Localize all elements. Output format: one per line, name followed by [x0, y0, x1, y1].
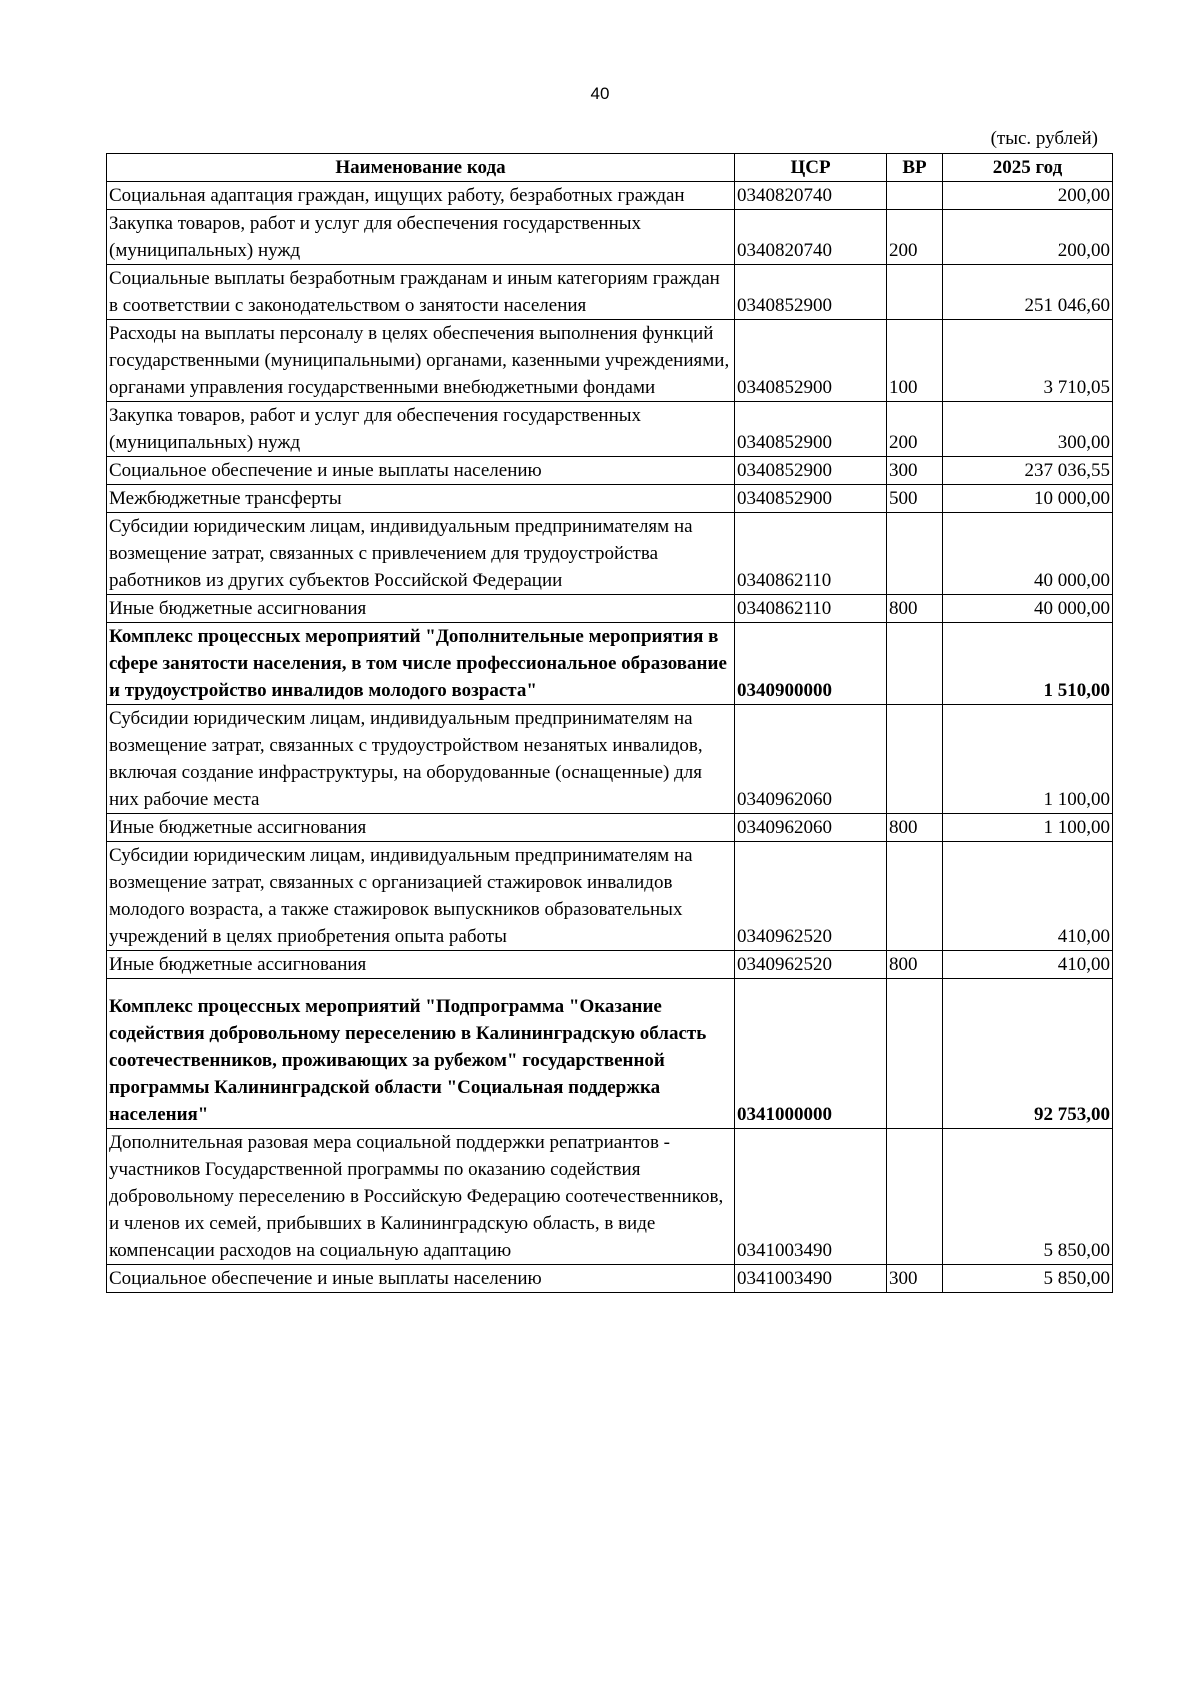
row-sum-cell: 200,00 [943, 210, 1113, 265]
row-sum-cell: 40 000,00 [943, 513, 1113, 595]
row-sum-cell: 251 046,60 [943, 265, 1113, 320]
table-row [107, 1129, 1113, 1265]
row-sum-cell: 410,00 [943, 842, 1113, 951]
row-sum-cell: 40 000,00 [943, 595, 1113, 623]
row-vr-cell: 300 [887, 1265, 943, 1293]
row-vr-cell: 800 [887, 814, 943, 842]
row-sum-cell: 1 510,00 [943, 623, 1113, 705]
row-csr-cell: 0340862110 [735, 513, 887, 595]
row-name-cell: Межбюджетные трансферты [107, 485, 735, 513]
row-sum-cell: 3 710,05 [943, 320, 1113, 402]
row-sum-cell: 5 850,00 [943, 1265, 1113, 1293]
row-csr-cell: 0341003490 [735, 1129, 887, 1265]
row-sum-cell: 92 753,00 [943, 979, 1113, 1129]
row-vr-cell [887, 265, 943, 320]
row-vr-cell [887, 842, 943, 951]
row-vr-cell: 800 [887, 951, 943, 979]
row-name-cell: Комплекс процессных мероприятий "Подпрограмма "Оказание содействия добровольному переселению в Калининградскую область соотечественников, проживающих за рубежом" государственной программы Калининградской области "Социальная поддержка населения" [107, 979, 735, 1129]
row-name-cell: Социальное обеспечение и иные выплаты населению [107, 457, 735, 485]
row-name-cell: Субсидии юридическим лицам, индивидуальным предпринимателям на возмещение затрат, связанных с трудоустройством незанятых инвалидов, включая создание инфраструктуры, на оборудованные (оснащенные) для них рабочие места [107, 705, 735, 814]
header-vr: ВР [887, 154, 943, 182]
table-row [107, 457, 1113, 485]
header-year: 2025 год [943, 154, 1113, 182]
row-sum-cell: 300,00 [943, 402, 1113, 457]
row-vr-cell: 100 [887, 320, 943, 402]
row-sum-cell: 1 100,00 [943, 705, 1113, 814]
row-vr-cell [887, 705, 943, 814]
row-name-cell: Дополнительная разовая мера социальной поддержки репатриантов - участников Государственной программы по оказанию содействия добровольному переселению в Российскую Федерацию соотечественников, и членов их семей, прибывших в Калининградскую область, в виде компенсации расходов на социальную адаптацию [107, 1129, 735, 1265]
row-vr-cell [887, 979, 943, 1129]
table-row [107, 265, 1113, 320]
row-vr-cell: 200 [887, 402, 943, 457]
table-row [107, 513, 1113, 595]
table-row [107, 705, 1113, 814]
row-name-cell: Закупка товаров, работ и услуг для обеспечения государственных (муниципальных) нужд [107, 210, 735, 265]
row-vr-cell: 200 [887, 210, 943, 265]
row-sum-cell: 10 000,00 [943, 485, 1113, 513]
row-csr-cell: 0340852900 [735, 402, 887, 457]
row-name-cell: Иные бюджетные ассигнования [107, 951, 735, 979]
row-name-cell: Социальная адаптация граждан, ищущих работу, безработных граждан [107, 182, 735, 210]
page-number: 40 [590, 84, 610, 103]
row-csr-cell: 0340962060 [735, 705, 887, 814]
row-vr-cell [887, 623, 943, 705]
row-csr-cell: 0340820740 [735, 182, 887, 210]
table-row [107, 182, 1113, 210]
table-row [107, 485, 1113, 513]
table-row [107, 320, 1113, 402]
budget-table [106, 153, 1113, 1293]
row-csr-cell: 0340852900 [735, 320, 887, 402]
header-name: Наименование кода [107, 154, 735, 182]
table-row [107, 210, 1113, 265]
row-name-cell: Субсидии юридическим лицам, индивидуальным предпринимателям на возмещение затрат, связанных с организацией стажировок инвалидов молодого возраста, а также стажировок выпускников образовательных учреждений в целях приобретения опыта работы [107, 842, 735, 951]
table-row [107, 1265, 1113, 1293]
row-sum-cell: 200,00 [943, 182, 1113, 210]
row-csr-cell: 0341003490 [735, 1265, 887, 1293]
row-sum-cell: 410,00 [943, 951, 1113, 979]
table-header-row [107, 154, 1113, 182]
table-body [107, 182, 1113, 1293]
row-csr-cell: 0340962060 [735, 814, 887, 842]
row-csr-cell: 0340852900 [735, 457, 887, 485]
row-name-cell: Социальные выплаты безработным гражданам и иным категориям граждан в соответствии с законодательством о занятости населения [107, 265, 735, 320]
header-csr: ЦСР [735, 154, 887, 182]
row-name-cell: Социальное обеспечение и иные выплаты населению [107, 1265, 735, 1293]
row-csr-cell: 0340962520 [735, 842, 887, 951]
row-vr-cell: 300 [887, 457, 943, 485]
row-vr-cell [887, 1129, 943, 1265]
row-csr-cell: 0340852900 [735, 485, 887, 513]
row-name-cell: Иные бюджетные ассигнования [107, 814, 735, 842]
table-row [107, 595, 1113, 623]
row-csr-cell: 0340820740 [735, 210, 887, 265]
row-name-cell: Иные бюджетные ассигнования [107, 595, 735, 623]
units-label: (тыс. рублей) [990, 128, 1098, 149]
row-vr-cell: 800 [887, 595, 943, 623]
row-vr-cell [887, 182, 943, 210]
row-sum-cell: 5 850,00 [943, 1129, 1113, 1265]
row-csr-cell: 0340862110 [735, 595, 887, 623]
row-sum-cell: 1 100,00 [943, 814, 1113, 842]
table-row [107, 402, 1113, 457]
table-row [107, 623, 1113, 705]
table-row [107, 842, 1113, 951]
row-name-cell: Закупка товаров, работ и услуг для обеспечения государственных (муниципальных) нужд [107, 402, 735, 457]
table-row [107, 979, 1113, 1129]
row-name-cell: Расходы на выплаты персоналу в целях обеспечения выполнения функций государственными (муниципальными) органами, казенными учреждениями, органами управления государственными внебюджетными фондами [107, 320, 735, 402]
row-sum-cell: 237 036,55 [943, 457, 1113, 485]
row-name-cell: Субсидии юридическим лицам, индивидуальным предпринимателям на возмещение затрат, связанных с привлечением для трудоустройства работников из других субъектов Российской Федерации [107, 513, 735, 595]
row-name-cell: Комплекс процессных мероприятий "Дополнительные мероприятия в сфере занятости населения, в том числе профессиональное образование и трудоустройство инвалидов молодого возраста" [107, 623, 735, 705]
row-vr-cell: 500 [887, 485, 943, 513]
row-vr-cell [887, 513, 943, 595]
row-csr-cell: 0340962520 [735, 951, 887, 979]
table-row [107, 814, 1113, 842]
table-row [107, 951, 1113, 979]
row-csr-cell: 0341000000 [735, 979, 887, 1129]
row-csr-cell: 0340852900 [735, 265, 887, 320]
row-csr-cell: 0340900000 [735, 623, 887, 705]
